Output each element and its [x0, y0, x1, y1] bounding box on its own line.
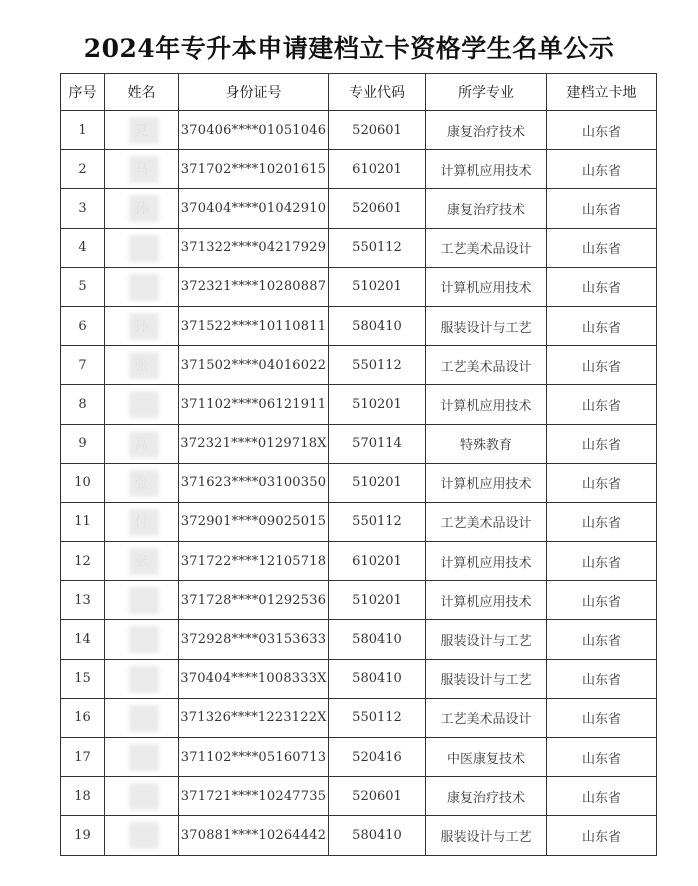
- privacy-blur-mask: [129, 822, 159, 849]
- table-row: [61, 189, 657, 228]
- table-row: [61, 659, 657, 698]
- document-title: 2024年专升本申请建档立卡资格学生名单公示: [83, 34, 615, 63]
- row-number-cell: 9: [61, 424, 105, 463]
- row-number-cell: 2: [61, 150, 105, 189]
- registration-location-cell: 山东省: [547, 424, 657, 463]
- major-code-cell: 520601: [329, 777, 426, 816]
- student-name-cell: [105, 189, 179, 228]
- table-row: [61, 542, 657, 581]
- student-name-cell: [105, 385, 179, 424]
- table-row: [61, 502, 657, 541]
- privacy-blur-mask: [129, 117, 159, 144]
- table-row: [61, 777, 657, 816]
- registration-location-cell: 山东省: [547, 189, 657, 228]
- id-number-cell: 371722****12105718: [179, 542, 329, 581]
- major-name-cell: 服装设计与工艺: [426, 816, 547, 855]
- privacy-blur-mask: [129, 195, 159, 222]
- major-name-cell: 工艺美术品设计: [426, 698, 547, 737]
- major-name-cell: 康复治疗技术: [426, 189, 547, 228]
- major-name-cell: 计算机应用技术: [426, 267, 547, 306]
- privacy-blur-mask: [129, 391, 159, 418]
- registration-location-cell: 山东省: [547, 698, 657, 737]
- row-number-cell: 4: [61, 228, 105, 267]
- table-row: [61, 111, 657, 150]
- id-number-cell: 372321****0129718X: [179, 424, 329, 463]
- table-row: [61, 620, 657, 659]
- privacy-blur-mask: [129, 587, 159, 614]
- table-row: [61, 267, 657, 306]
- student-name-cell: [105, 463, 179, 502]
- id-number-cell: 372321****10280887: [179, 267, 329, 306]
- table-row: [61, 306, 657, 345]
- major-code-cell: 570114: [329, 424, 426, 463]
- student-name-cell: [105, 306, 179, 345]
- student-name-cell: [105, 424, 179, 463]
- id-number-cell: 371102****05160713: [179, 738, 329, 777]
- registration-location-cell: 山东省: [547, 581, 657, 620]
- major-code-cell: 520601: [329, 189, 426, 228]
- student-name-cell: [105, 267, 179, 306]
- major-name-cell: 康复治疗技术: [426, 777, 547, 816]
- table-row: [61, 228, 657, 267]
- row-number-cell: 1: [61, 111, 105, 150]
- table-header-row: [61, 74, 657, 111]
- row-number-cell: 6: [61, 306, 105, 345]
- privacy-blur-mask: [129, 235, 159, 262]
- major-name-cell: 服装设计与工艺: [426, 620, 547, 659]
- major-code-cell: 520601: [329, 111, 426, 150]
- student-name-cell: [105, 620, 179, 659]
- privacy-blur-mask: [129, 744, 159, 771]
- student-name-cell: [105, 777, 179, 816]
- registration-location-cell: 山东省: [547, 620, 657, 659]
- student-name-cell: [105, 698, 179, 737]
- header-name: 姓名: [105, 74, 179, 111]
- major-code-cell: 580410: [329, 306, 426, 345]
- major-code-cell: 580410: [329, 620, 426, 659]
- id-number-cell: 371502****04016022: [179, 346, 329, 385]
- student-name-cell: [105, 228, 179, 267]
- header-major: 所学专业: [426, 74, 547, 111]
- row-number-cell: 5: [61, 267, 105, 306]
- student-name-cell: [105, 542, 179, 581]
- privacy-blur-mask: [129, 705, 159, 732]
- major-name-cell: 康复治疗技术: [426, 111, 547, 150]
- student-name-cell: [105, 581, 179, 620]
- header-id: 身份证号: [179, 74, 329, 111]
- student-name-cell: [105, 738, 179, 777]
- row-number-cell: 14: [61, 620, 105, 659]
- major-name-cell: 计算机应用技术: [426, 150, 547, 189]
- student-name-cell: [105, 816, 179, 855]
- table-row: [61, 346, 657, 385]
- major-name-cell: 特殊教育: [426, 424, 547, 463]
- major-code-cell: 580410: [329, 816, 426, 855]
- privacy-blur-mask: [129, 666, 159, 693]
- major-code-cell: 550112: [329, 346, 426, 385]
- table-body: [61, 111, 657, 856]
- privacy-blur-mask: [129, 509, 159, 536]
- registration-location-cell: 山东省: [547, 738, 657, 777]
- major-code-cell: 510201: [329, 267, 426, 306]
- table-row: [61, 385, 657, 424]
- major-code-cell: 510201: [329, 385, 426, 424]
- id-number-cell: 371326****1223122X: [179, 698, 329, 737]
- id-number-cell: 371702****10201615: [179, 150, 329, 189]
- student-name-cell: [105, 502, 179, 541]
- privacy-blur-mask: [129, 352, 159, 379]
- row-number-cell: 12: [61, 542, 105, 581]
- row-number-cell: 7: [61, 346, 105, 385]
- registration-location-cell: 山东省: [547, 111, 657, 150]
- major-name-cell: 服装设计与工艺: [426, 659, 547, 698]
- student-name-cell: [105, 111, 179, 150]
- table-row: [61, 424, 657, 463]
- privacy-blur-mask: [129, 470, 159, 497]
- row-number-cell: 15: [61, 659, 105, 698]
- registration-location-cell: 山东省: [547, 777, 657, 816]
- registration-location-cell: 山东省: [547, 346, 657, 385]
- table-row: [61, 698, 657, 737]
- registration-location-cell: 山东省: [547, 228, 657, 267]
- row-number-cell: 10: [61, 463, 105, 502]
- major-name-cell: 中医康复技术: [426, 738, 547, 777]
- row-number-cell: 16: [61, 698, 105, 737]
- table-row: [61, 816, 657, 855]
- major-name-cell: 工艺美术品设计: [426, 346, 547, 385]
- row-number-cell: 13: [61, 581, 105, 620]
- registration-location-cell: 山东省: [547, 267, 657, 306]
- student-roster-table: [60, 73, 657, 856]
- registration-location-cell: 山东省: [547, 659, 657, 698]
- privacy-blur-mask: [129, 313, 159, 340]
- major-code-cell: 550112: [329, 698, 426, 737]
- id-number-cell: 370406****01051046: [179, 111, 329, 150]
- major-code-cell: 510201: [329, 581, 426, 620]
- major-name-cell: 工艺美术品设计: [426, 228, 547, 267]
- id-number-cell: 372928****03153633: [179, 620, 329, 659]
- major-code-cell: 610201: [329, 542, 426, 581]
- table-row: [61, 581, 657, 620]
- major-code-cell: 510201: [329, 463, 426, 502]
- privacy-blur-mask: [129, 548, 159, 575]
- id-number-cell: 371322****04217929: [179, 228, 329, 267]
- registration-location-cell: 山东省: [547, 385, 657, 424]
- header-code: 专业代码: [329, 74, 426, 111]
- privacy-blur-mask: [129, 626, 159, 653]
- privacy-blur-mask: [129, 783, 159, 810]
- student-name-cell: [105, 346, 179, 385]
- major-code-cell: 550112: [329, 228, 426, 267]
- student-name-cell: [105, 659, 179, 698]
- major-name-cell: 计算机应用技术: [426, 385, 547, 424]
- table-row: [61, 738, 657, 777]
- major-code-cell: 580410: [329, 659, 426, 698]
- row-number-cell: 19: [61, 816, 105, 855]
- id-number-cell: 371721****10247735: [179, 777, 329, 816]
- id-number-cell: 372901****09025015: [179, 502, 329, 541]
- privacy-blur-mask: [129, 431, 159, 458]
- header-no: 序号: [61, 74, 105, 111]
- major-name-cell: 计算机应用技术: [426, 463, 547, 502]
- header-location: 建档立卡地: [547, 74, 657, 111]
- student-name-cell: [105, 150, 179, 189]
- row-number-cell: 17: [61, 738, 105, 777]
- id-number-cell: 371102****06121911: [179, 385, 329, 424]
- major-name-cell: 计算机应用技术: [426, 542, 547, 581]
- registration-location-cell: 山东省: [547, 150, 657, 189]
- major-name-cell: 工艺美术品设计: [426, 502, 547, 541]
- privacy-blur-mask: [129, 156, 159, 183]
- row-number-cell: 18: [61, 777, 105, 816]
- registration-location-cell: 山东省: [547, 816, 657, 855]
- id-number-cell: 371728****01292536: [179, 581, 329, 620]
- registration-location-cell: 山东省: [547, 463, 657, 502]
- id-number-cell: 370404****01042910: [179, 189, 329, 228]
- registration-location-cell: 山东省: [547, 502, 657, 541]
- registration-location-cell: 山东省: [547, 306, 657, 345]
- id-number-cell: 371522****10110811: [179, 306, 329, 345]
- row-number-cell: 3: [61, 189, 105, 228]
- major-code-cell: 610201: [329, 150, 426, 189]
- major-code-cell: 520416: [329, 738, 426, 777]
- privacy-blur-mask: [129, 274, 159, 301]
- registration-location-cell: 山东省: [547, 542, 657, 581]
- row-number-cell: 8: [61, 385, 105, 424]
- major-name-cell: 服装设计与工艺: [426, 306, 547, 345]
- table-row: [61, 463, 657, 502]
- major-name-cell: 计算机应用技术: [426, 581, 547, 620]
- major-code-cell: 550112: [329, 502, 426, 541]
- row-number-cell: 11: [61, 502, 105, 541]
- id-number-cell: 370881****10264442: [179, 816, 329, 855]
- id-number-cell: 370404****1008333X: [179, 659, 329, 698]
- table-row: [61, 150, 657, 189]
- id-number-cell: 371623****03100350: [179, 463, 329, 502]
